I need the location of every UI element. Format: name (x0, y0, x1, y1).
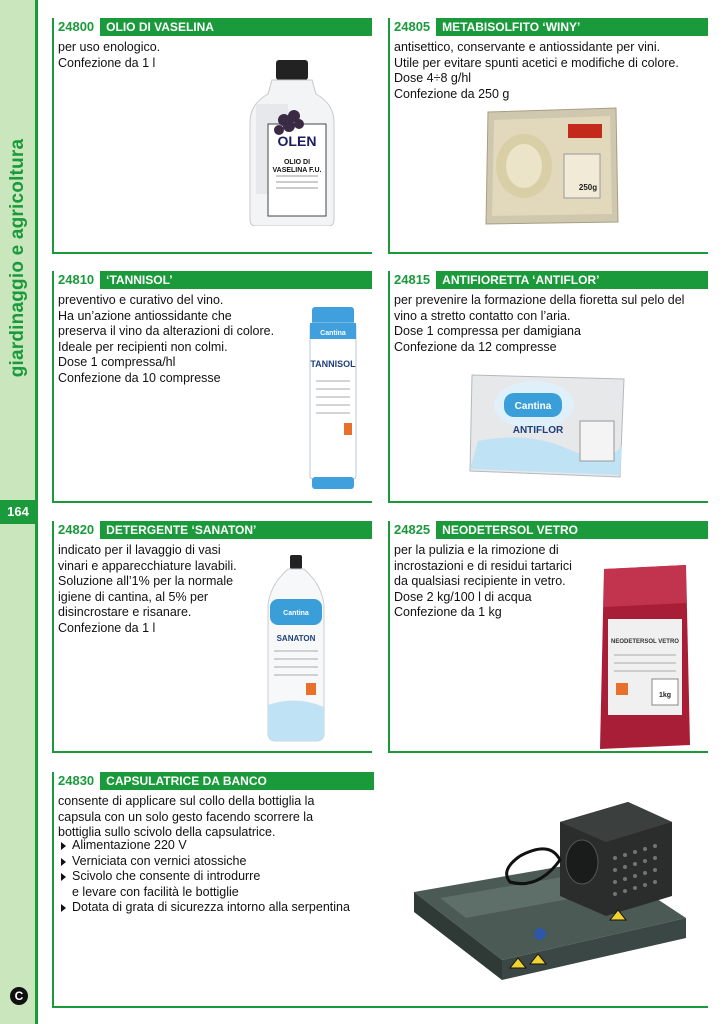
product-code: 24820 (54, 521, 100, 539)
product-description: per prevenire la formazione della fioretta sul pelo del vino a stretto contatto con l’aria. Dose 1 compressa per damigiana Confezione da 12 compresse (394, 293, 685, 354)
bottle-brand-text: OLEN (277, 133, 317, 149)
product-card-24830 (52, 772, 708, 1008)
product-header (390, 521, 708, 539)
product-name: DETERGENTE ‘SANATON’ (106, 523, 257, 537)
product-code: 24810 (54, 271, 100, 289)
copyright-icon: C (10, 987, 28, 1005)
tannisol-tube-image (308, 305, 358, 491)
product-header (390, 271, 708, 289)
product-code: 24800 (54, 18, 100, 36)
product-name: ‘TANNISOL’ (106, 273, 173, 287)
product-header (54, 772, 374, 790)
capsulatrice-machine-image (410, 800, 700, 990)
bag-label-text: NEODETERSOL VETRO (611, 639, 679, 645)
product-card-24800 (52, 18, 372, 254)
bottle-label-text: OLIO DI VASELINA F.U. (272, 159, 322, 175)
metabisulfite-packet-image (484, 106, 620, 226)
sanaton-bottle-image (264, 555, 328, 743)
feature-item: Alimentazione 220 V (58, 838, 350, 854)
product-name: METABISOLFITO ‘WINY’ (442, 20, 581, 34)
category-title: giardinaggio e agricoltura (7, 138, 28, 378)
bottle-label-text: SANATON (276, 634, 316, 643)
product-code: 24825 (390, 521, 436, 539)
product-description: consente di applicare sul collo della bottiglia la capsula con un solo gesto facendo scorrere la bottiglia sullo scivolo della capsulatrice. (58, 794, 315, 839)
bag-weight-text: 1kg (658, 692, 672, 699)
neodetersol-bag-image (596, 563, 694, 751)
product-description: preventivo e curativo del vino. Ha un’azione antiossidante che preserva il vino da alterazioni di colore. Ideale per recipienti non colmi. Dose 1 compressa/hl Confezione da 10 compresse (58, 293, 275, 385)
product-card-24825 (388, 521, 708, 753)
product-header (390, 18, 708, 36)
vaseline-oil-bottle-image (246, 60, 338, 226)
product-name: CAPSULATRICE DA BANCO (106, 774, 267, 788)
feature-item: Scivolo che consente di introdurre e levare con facilità le bottiglie (58, 869, 350, 900)
antiflor-sachet-image (468, 371, 628, 481)
feature-item: Dotata di grata di sicurezza intorno alla serpentina (58, 900, 350, 916)
sachet-brand-text: Cantina (514, 401, 552, 412)
product-code: 24830 (54, 772, 100, 790)
product-card-24815 (388, 271, 708, 503)
product-card-24820 (52, 521, 372, 753)
product-description: per uso enologico. Confezione da 1 l (58, 40, 161, 70)
product-description: per la pulizia e la rimozione di incrostazioni e di residui tartarici da qualsiasi recipiente in vetro. Dose 2 kg/100 l di acqua Confezione da 1 kg (394, 543, 572, 619)
sachet-label-text: ANTIFLOR (512, 425, 564, 436)
product-header (54, 521, 372, 539)
bottle-brand-text: Cantina (283, 610, 309, 617)
product-name: OLIO DI VASELINA (106, 20, 214, 34)
product-description: indicato per il lavaggio di vasi vinari e apparecchiature lavabili. Soluzione all’1% per la normale igiene di cantina, al 5% per disincrostare e risanare. Confezione da 1 l (58, 543, 237, 635)
product-card-24805 (388, 18, 708, 254)
feature-item: Verniciata con vernici atossiche (58, 854, 350, 870)
product-code: 24805 (390, 18, 436, 36)
tube-brand-text: Cantina (320, 330, 346, 337)
packet-weight-text: 250g (578, 183, 598, 192)
feature-list (58, 838, 350, 916)
product-header (54, 18, 372, 36)
page-number: 164 (0, 500, 36, 524)
product-header (54, 271, 372, 289)
product-description: antisettico, conservante e antiossidante per vini. Utile per evitare spunti acetici e modifiche di colore. Dose 4÷8 g/hl Confezione da 250 g (394, 40, 679, 101)
product-card-24810 (52, 271, 372, 503)
product-name: NEODETERSOL VETRO (442, 523, 578, 537)
product-code: 24815 (390, 271, 436, 289)
tube-label-text: TANNISOL (310, 359, 356, 369)
product-name: ANTIFIORETTA ‘ANTIFLOR’ (442, 273, 600, 287)
